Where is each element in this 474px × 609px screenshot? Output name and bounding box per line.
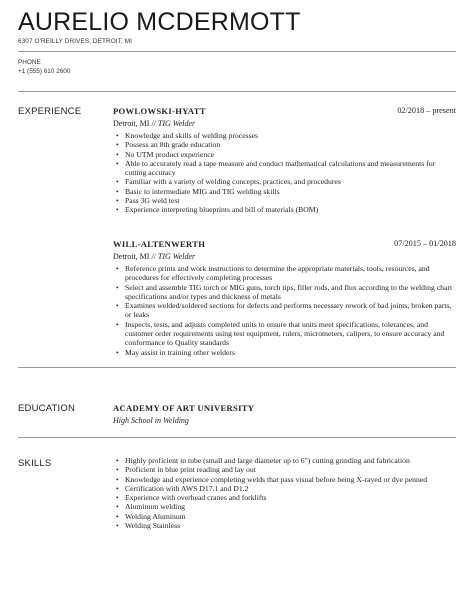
candidate-address: 6307 O'REILLY DRIVES, DETROIT, MI — [18, 38, 133, 45]
skills-entry — [113, 456, 456, 530]
list-item: • Experience interpreting blueprints and bill of materials (BOM) — [125, 205, 456, 214]
contact-divider — [18, 91, 456, 92]
list-item: • Familiar with a variety of welding concepts, practices, and procedures — [125, 177, 456, 186]
phone-label: PHONE — [18, 59, 41, 66]
job-bullets — [113, 264, 456, 357]
candidate-name: AURELIO MCDERMOTT — [18, 8, 301, 36]
list-item: • Welding Stainless — [125, 521, 456, 530]
education-entry — [113, 403, 456, 426]
job-title: TIG Welder — [157, 119, 196, 128]
list-item: • Select and assemble TIG torch or MIG guns, torch tips, filler rods, and flux according to the welding chart specifications and/or types and thickness of metals — [125, 283, 456, 302]
education-divider — [18, 437, 456, 438]
list-item: • Welding Aluminum — [125, 512, 456, 521]
job-separator: // — [149, 252, 158, 261]
list-item: • Knowledge and experience completing welds that pass visual before being X-rayed or dye penned — [125, 475, 456, 484]
list-item: • Pass 3G weld test — [125, 196, 456, 205]
list-item: • Experience with overhead cranes and forklifts — [125, 493, 456, 502]
job-location: Detroit, MI — [113, 252, 150, 261]
skills-list — [113, 456, 456, 530]
experience-divider — [18, 367, 456, 368]
job-subtitle — [113, 119, 456, 129]
education-degree: High School in Welding — [113, 416, 189, 425]
education-heading: EDUCATION — [18, 403, 76, 414]
list-item: • Proficient in blue print reading and lay out — [125, 465, 456, 474]
list-item: • Inspects, tests, and adjusts completed units to ensure that units meet specifications, tolerances, and customer order requirements using test equipment, rulers, micrometers, calipers, to ensure accuracy and conformance to Quality standards — [125, 320, 456, 348]
job-bullets — [113, 131, 456, 215]
list-item: • No UTM product experience — [125, 150, 456, 159]
skills-heading: SKILLS — [18, 458, 52, 469]
header-divider — [18, 51, 456, 52]
job-location: Detroit, MI — [113, 119, 150, 128]
list-item: • Possess an 8th grade education — [125, 140, 456, 149]
list-item: • Highly proficient in tube (small and large diameter up to 6") cutting grinding and fabrication — [125, 456, 456, 465]
job-subtitle — [113, 252, 456, 262]
list-item: • Aluminum welding — [125, 502, 456, 511]
job-company: WILL-ALTENWERTH — [113, 239, 206, 249]
list-item: • Able to accurately read a tape measure and conduct mathematical calculations and measurements for cutting accuracy — [125, 159, 456, 178]
list-item: • Examines welded/soldered sections for defects and performs necessary rework of bad joints, broken parts, or leaks — [125, 301, 456, 320]
job-title: TIG Welder — [157, 252, 196, 261]
job-separator: // — [149, 119, 158, 128]
job-dates: 07/2015 – 01/2018 — [394, 239, 456, 248]
list-item: • Basic to intermediate MIG and TIG welding skills — [125, 187, 456, 196]
job-company: POWLOWSKI-HYATT — [113, 106, 206, 116]
job-entry — [113, 106, 456, 215]
list-item: • Reference prints and work instructions to determine the appropriate materials, tools, resources, and procedures for effectively completing processes — [125, 264, 456, 283]
phone-value: +1 (555) 610 2600 — [18, 68, 71, 75]
experience-heading: EXPERIENCE — [18, 106, 82, 117]
list-item: • Knowledge and skills of welding processes — [125, 131, 456, 140]
job-entry — [113, 239, 456, 357]
education-school: ACADEMY OF ART UNIVERSITY — [113, 403, 255, 413]
job-dates: 02/2018 – present — [397, 106, 456, 115]
list-item: • Certification with AWS D17.1 and D1.2 — [125, 484, 456, 493]
list-item: • May assist in training other welders — [125, 348, 456, 357]
